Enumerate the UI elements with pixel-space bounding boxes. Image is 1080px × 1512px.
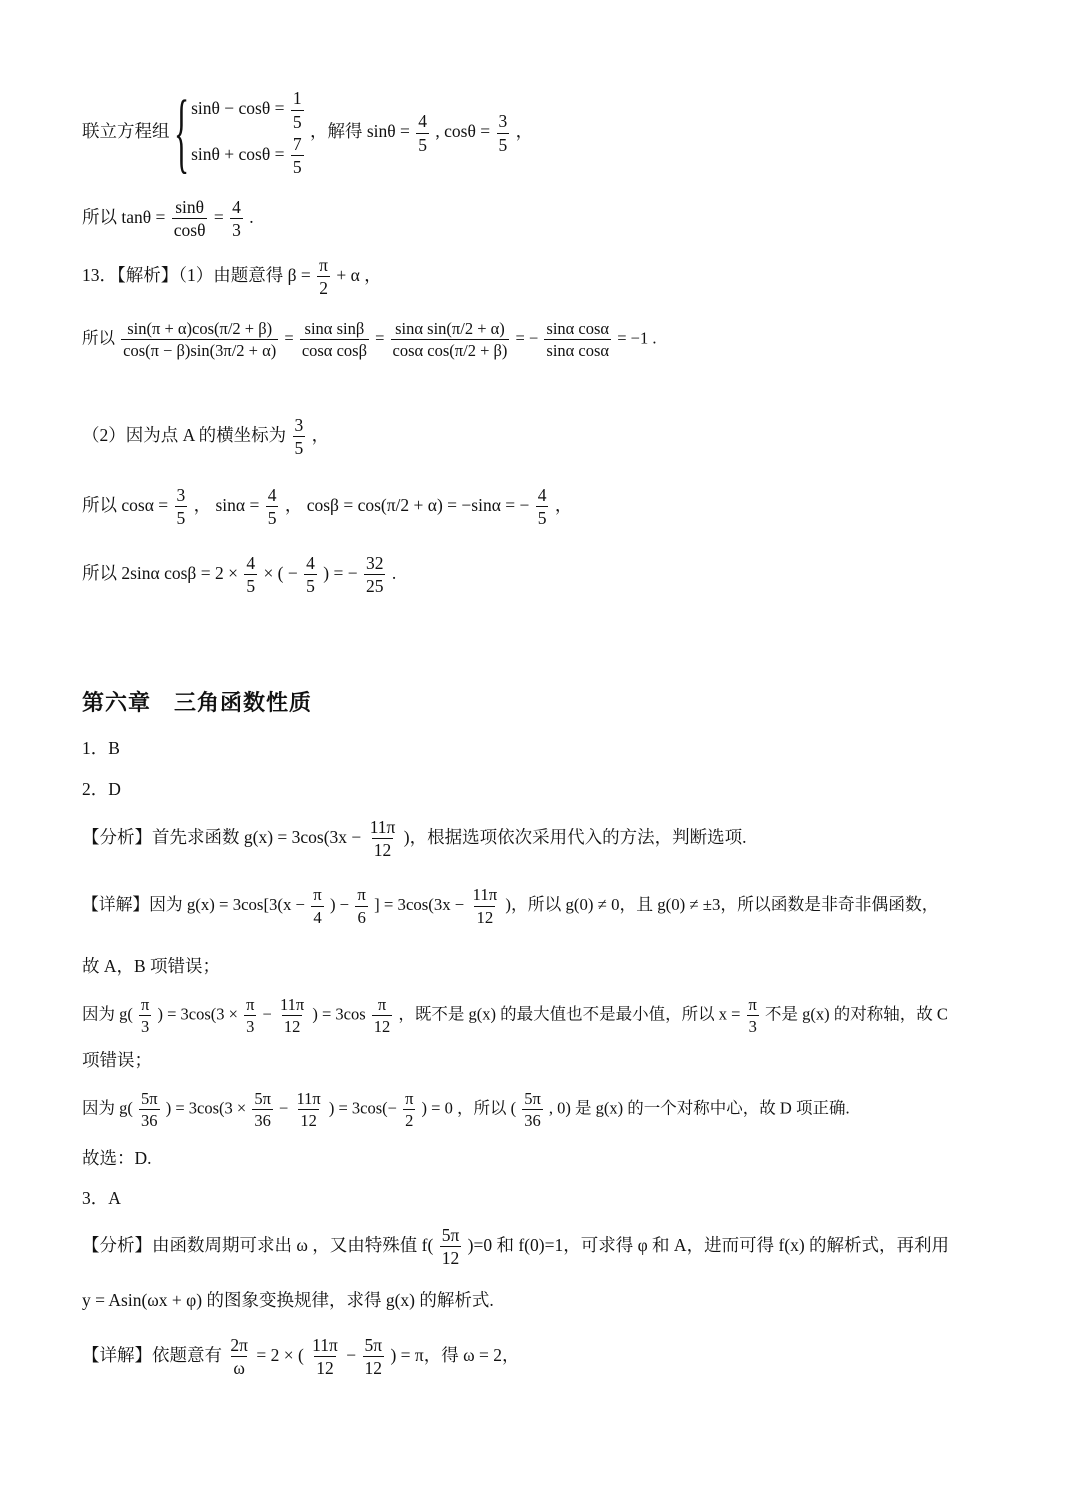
analysis-line xyxy=(82,818,746,860)
fraction xyxy=(252,1090,273,1130)
numerator: π xyxy=(246,995,255,1014)
text-b: ) − xyxy=(329,894,350,914)
conclusion-ab: 故 A，B 项错误； xyxy=(82,956,221,976)
fraction xyxy=(310,1336,340,1378)
fraction xyxy=(416,112,429,154)
text-b: = 2 × ( xyxy=(256,1344,304,1365)
denominator: 12 xyxy=(316,1358,334,1379)
denominator: sinα cosα xyxy=(546,341,610,361)
numerator: 5π xyxy=(141,1089,158,1108)
answer-1: 1．B xyxy=(82,738,120,758)
numerator: 5π xyxy=(254,1089,271,1108)
text-a: 所以 cosα = xyxy=(82,494,169,515)
denominator: 5 xyxy=(267,508,277,529)
denominator: 12 xyxy=(373,1017,391,1037)
choose-d: 故选：D. xyxy=(82,1148,152,1168)
option-c-line xyxy=(82,996,948,1036)
numerator: 5π xyxy=(364,1335,383,1355)
denominator: 3 xyxy=(748,1017,757,1037)
denominator: 3 xyxy=(232,220,241,241)
fraction xyxy=(121,320,278,360)
numerator: 11π xyxy=(279,995,305,1014)
denominator: 12 xyxy=(300,1111,317,1131)
text-prefix: 所以 xyxy=(82,328,115,348)
fraction xyxy=(266,486,279,528)
numerator: 7 xyxy=(292,134,302,154)
text-e: ，既不是 g(x) 的最大值也不是最小值，所以 x = xyxy=(398,1004,741,1024)
text-b: ) = 3cos(3 × xyxy=(157,1004,238,1024)
text-d: )，所以 g(0) ≠ 0，且 g(0) ≠ ±3，所以函数是非奇非偶函数， xyxy=(505,894,939,914)
text-a: 【分析】首先求函数 g(x) = 3cos(3x − xyxy=(82,826,362,847)
text-f: , 0) 是 g(x) 的一个对称中心，故 D 项正确. xyxy=(548,1098,850,1118)
text-a: 【分析】由函数周期可求出 ω ，又由特殊值 f( xyxy=(82,1234,434,1255)
numerator: 3 xyxy=(294,415,304,435)
text-a: 因为 g( xyxy=(82,1098,133,1118)
fraction xyxy=(291,89,304,131)
denominator: 12 xyxy=(441,1248,460,1269)
fraction xyxy=(139,996,151,1036)
denominator: 36 xyxy=(254,1111,271,1131)
denominator: cosα cos(π/2 + β) xyxy=(392,341,508,361)
fraction xyxy=(747,996,759,1036)
punct: . xyxy=(249,206,254,227)
denominator: 12 xyxy=(476,907,494,927)
fraction xyxy=(311,886,323,926)
fraction xyxy=(139,1090,160,1130)
numerator: 4 xyxy=(306,553,315,573)
transform-line: y = Asin(ωx + φ) 的图象变换规律，求得 g(x) 的解析式. xyxy=(82,1290,494,1310)
text-prefix: 所以 tanθ = xyxy=(82,206,166,227)
denominator: 5 xyxy=(292,111,302,132)
fraction xyxy=(536,486,549,528)
fraction xyxy=(522,1090,543,1130)
numerator: π xyxy=(377,995,387,1014)
minus: − xyxy=(262,1004,272,1024)
cos-sin-line xyxy=(82,486,572,528)
fraction xyxy=(172,198,208,240)
denominator: cosα cosβ xyxy=(301,341,367,361)
fraction xyxy=(317,256,330,298)
numerator: 3 xyxy=(498,111,508,132)
equals: = xyxy=(375,328,385,348)
detail-3-line xyxy=(82,1336,520,1378)
eq1-left: sinθ − cosθ = xyxy=(191,98,285,119)
numerator: π xyxy=(319,255,328,275)
numerator: 11π xyxy=(369,817,396,837)
fraction xyxy=(544,320,611,360)
denominator: ω xyxy=(233,1358,245,1379)
denominator: 12 xyxy=(373,840,392,861)
fraction xyxy=(230,198,243,240)
text-b: )，根据选项依次采用代入的方法，判断选项. xyxy=(403,826,747,847)
text-end: + α ， xyxy=(336,264,382,285)
denominator: 5 xyxy=(292,157,302,178)
denominator: 12 xyxy=(283,1017,301,1037)
fraction xyxy=(244,996,256,1036)
numerator: 11π xyxy=(296,1089,321,1108)
analysis-3-line xyxy=(82,1226,949,1268)
brace-symbol: { xyxy=(173,83,190,182)
numerator: sinα sin(π/2 + α) xyxy=(395,319,505,338)
numerator: 5π xyxy=(441,1225,460,1245)
numerator: π xyxy=(748,995,757,1014)
punct: ， xyxy=(515,121,534,142)
text-a: 【详解】依题意有 xyxy=(82,1344,222,1365)
detail-line xyxy=(82,886,939,926)
text-prefix: （2）因为点 A 的横坐标为 xyxy=(82,424,287,445)
numerator: 5π xyxy=(524,1089,541,1108)
fraction xyxy=(304,554,317,596)
text-f: 不是 g(x) 的对称轴，故 C xyxy=(765,1004,948,1024)
fraction xyxy=(372,996,393,1036)
denominator: 2 xyxy=(319,278,328,299)
fraction xyxy=(355,886,367,926)
chapter-heading: 第六章 三角函数性质 xyxy=(82,691,313,716)
text-b: )=0 和 f(0)=1，可求得 φ 和 A，进而可得 f(x) 的解析式，再利用 xyxy=(467,1234,950,1255)
text-a: 因为 g( xyxy=(82,1004,133,1024)
minus: − xyxy=(279,1098,289,1118)
equals: = xyxy=(213,206,224,227)
denominator: 2 xyxy=(405,1111,414,1131)
tan-line xyxy=(82,198,254,240)
fraction xyxy=(471,886,500,926)
text-c: ， cosβ = cos(π/2 + α) = −sinα = − xyxy=(284,494,530,515)
denominator: 5 xyxy=(176,508,186,529)
fraction-chain-line xyxy=(82,320,656,360)
numerator: 1 xyxy=(292,88,302,109)
numerator: 4 xyxy=(267,485,277,505)
product-line xyxy=(82,554,396,596)
fraction xyxy=(362,1336,384,1378)
text-d: ) = 3cos(− xyxy=(328,1098,397,1118)
numerator: π xyxy=(313,885,322,904)
text-d: ) = 3cos xyxy=(312,1004,366,1024)
numerator: 4 xyxy=(537,485,547,505)
numerator: π xyxy=(357,885,366,904)
text-prefix: 13．【解析】（1）由题意得 β = xyxy=(82,264,311,285)
equation-system-line xyxy=(82,83,534,182)
fraction xyxy=(300,320,369,360)
conclusion-c: 项错误； xyxy=(82,1050,152,1070)
text-a: 所以 2sinα cosβ = 2 × xyxy=(82,562,238,583)
punct: . xyxy=(391,562,397,583)
numerator: 32 xyxy=(365,553,384,573)
denominator: cos(π − β)sin(3π/2 + α) xyxy=(123,341,277,361)
punct: ， xyxy=(554,494,573,515)
text-b: ， sinα = xyxy=(193,494,260,515)
text-b: × ( − xyxy=(263,562,298,583)
answer-2: 2．D xyxy=(82,779,121,799)
denominator: 5 xyxy=(294,438,304,459)
fraction xyxy=(391,320,510,360)
numerator: 4 xyxy=(232,197,241,217)
denominator: 25 xyxy=(365,576,384,597)
equation-system xyxy=(173,83,306,182)
text-c: ] = 3cos(3x − xyxy=(374,894,465,914)
punct: ， xyxy=(311,424,330,445)
denominator: 5 xyxy=(537,508,547,529)
numerator: 3 xyxy=(176,485,186,505)
text-prefix: 联立方程组 xyxy=(82,121,170,142)
fraction xyxy=(244,554,257,596)
numerator: π xyxy=(405,1089,414,1108)
fraction xyxy=(291,135,304,177)
text-b: ) = 3cos(3 × xyxy=(165,1098,247,1118)
numerator: 4 xyxy=(246,553,256,573)
denominator: 3 xyxy=(141,1017,150,1037)
fraction xyxy=(403,1090,415,1130)
denominator: cosθ xyxy=(173,220,206,241)
fraction xyxy=(294,1090,322,1130)
fraction xyxy=(440,1226,462,1268)
denominator: 3 xyxy=(246,1017,255,1037)
denominator: 5 xyxy=(418,134,428,155)
text-a: 【详解】因为 g(x) = 3cos[3(x − xyxy=(82,894,306,914)
q13-part1-line xyxy=(82,256,382,298)
fraction xyxy=(368,818,398,860)
denominator: 4 xyxy=(313,907,322,927)
text-d: ) = π，得 ω = 2， xyxy=(390,1344,520,1365)
text-c: ) = − xyxy=(323,562,358,583)
denominator: 36 xyxy=(524,1111,541,1131)
fraction xyxy=(278,996,306,1036)
equals: = xyxy=(284,328,294,348)
minus: − xyxy=(346,1344,357,1365)
denominator: 5 xyxy=(306,576,315,597)
fraction xyxy=(497,112,510,154)
denominator: 36 xyxy=(141,1111,158,1131)
numerator: 11π xyxy=(472,885,498,904)
denominator: 6 xyxy=(357,907,366,927)
q13-part2-line xyxy=(82,416,329,458)
numerator: sinα sinβ xyxy=(304,319,365,338)
numerator: sinα cosα xyxy=(546,319,610,338)
numerator: sinθ xyxy=(175,197,205,217)
solve-text: ，解得 sinθ = xyxy=(309,121,410,142)
numerator: 2π xyxy=(230,1335,248,1355)
denominator: 12 xyxy=(364,1358,383,1379)
eq2-left: sinθ + cosθ = xyxy=(191,143,285,164)
text-e: ) = 0 ，所以 ( xyxy=(421,1098,517,1118)
numerator: sin(π + α)cos(π/2 + β) xyxy=(127,319,273,338)
neg-equals: = − xyxy=(515,328,539,348)
fraction xyxy=(175,486,188,528)
text-end: = −1 . xyxy=(617,328,657,348)
denominator: 5 xyxy=(498,134,508,155)
text-mid: , cosθ = xyxy=(435,121,491,142)
answer-3: 3．A xyxy=(82,1188,121,1208)
fraction xyxy=(293,416,306,458)
numerator: π xyxy=(141,995,150,1014)
option-d-line xyxy=(82,1090,850,1130)
fraction xyxy=(364,554,386,596)
denominator: 5 xyxy=(246,576,256,597)
numerator: 4 xyxy=(418,111,428,132)
fraction xyxy=(228,1336,250,1378)
numerator: 11π xyxy=(312,1335,338,1355)
